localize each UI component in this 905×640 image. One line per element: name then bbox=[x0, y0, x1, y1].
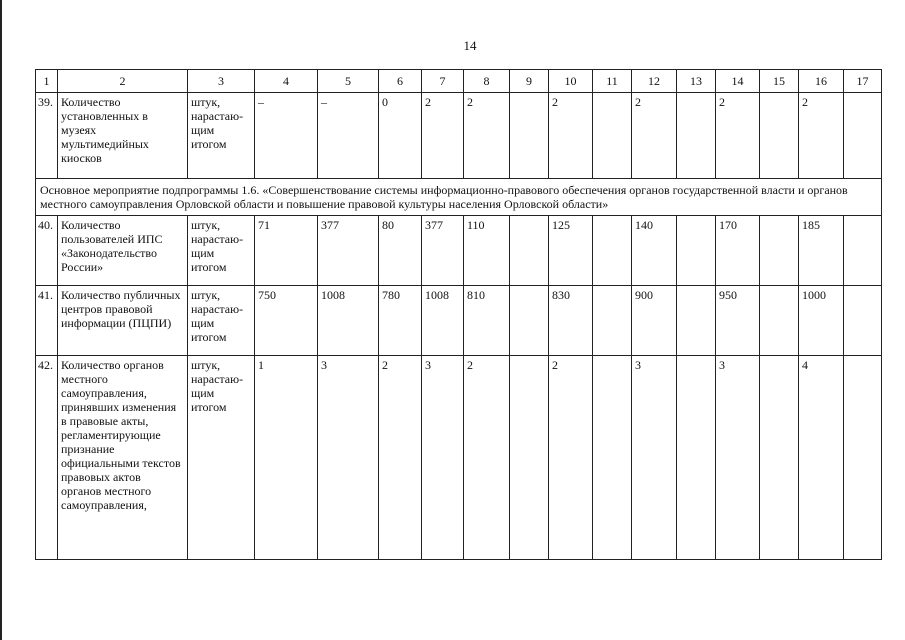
value-cell bbox=[593, 216, 632, 286]
value-cell: 0 bbox=[379, 93, 422, 179]
value-cell: 2 bbox=[799, 93, 844, 179]
value-cell: 2 bbox=[422, 93, 464, 179]
value-cell: 830 bbox=[549, 286, 593, 356]
header-cell: 3 bbox=[188, 70, 255, 93]
value-cell: 4 bbox=[799, 356, 844, 560]
row-number: 42. bbox=[36, 356, 58, 560]
value-cell: 140 bbox=[632, 216, 677, 286]
value-cell: 125 bbox=[549, 216, 593, 286]
header-cell: 11 bbox=[593, 70, 632, 93]
value-cell: 110 bbox=[464, 216, 510, 286]
value-cell bbox=[593, 356, 632, 560]
unit-cell: штук, нарастаю-щим итогом bbox=[188, 93, 255, 179]
unit-cell: штук, нарастаю-щим итогом bbox=[188, 356, 255, 560]
header-cell: 8 bbox=[464, 70, 510, 93]
value-cell: 750 bbox=[255, 286, 318, 356]
row-number: 40. bbox=[36, 216, 58, 286]
value-cell: 377 bbox=[318, 216, 379, 286]
value-cell bbox=[677, 93, 716, 179]
table-row bbox=[36, 356, 882, 560]
value-cell: 3 bbox=[318, 356, 379, 560]
value-cell bbox=[593, 286, 632, 356]
value-cell: 170 bbox=[716, 216, 760, 286]
section-title: Основное мероприятие подпрограммы 1.6. «Совершенствование системы информационно-правового обеспечения органов государственной власти и органов местного самоуправления Орловской области и повышение правовой культуры населения Орловской области» bbox=[36, 179, 882, 216]
value-cell bbox=[760, 286, 799, 356]
header-cell: 7 bbox=[422, 70, 464, 93]
value-cell: 3 bbox=[632, 356, 677, 560]
unit-cell: штук, нарастаю-щим итогом bbox=[188, 286, 255, 356]
value-cell: 2 bbox=[549, 93, 593, 179]
value-cell: 377 bbox=[422, 216, 464, 286]
value-cell bbox=[677, 356, 716, 560]
indicator-name: Количество пользователей ИПС «Законодательство России» bbox=[58, 216, 188, 286]
value-cell: 1 bbox=[255, 356, 318, 560]
header-cell: 5 bbox=[318, 70, 379, 93]
table-row bbox=[36, 286, 882, 356]
value-cell: 780 bbox=[379, 286, 422, 356]
header-cell: 13 bbox=[677, 70, 716, 93]
unit-cell: штук, нарастаю-щим итогом bbox=[188, 216, 255, 286]
value-cell: – bbox=[318, 93, 379, 179]
value-cell: 1000 bbox=[799, 286, 844, 356]
value-cell bbox=[677, 286, 716, 356]
header-cell: 16 bbox=[799, 70, 844, 93]
header-cell: 4 bbox=[255, 70, 318, 93]
header-cell: 2 bbox=[58, 70, 188, 93]
value-cell bbox=[844, 356, 882, 560]
column-number-row bbox=[36, 70, 882, 93]
value-cell: 2 bbox=[464, 93, 510, 179]
section-row bbox=[36, 179, 882, 216]
value-cell bbox=[510, 356, 549, 560]
row-number: 41. bbox=[36, 286, 58, 356]
value-cell bbox=[677, 216, 716, 286]
header-cell: 1 bbox=[36, 70, 58, 93]
header-cell: 9 bbox=[510, 70, 549, 93]
value-cell: 1008 bbox=[422, 286, 464, 356]
row-number: 39. bbox=[36, 93, 58, 179]
value-cell bbox=[844, 216, 882, 286]
value-cell: 71 bbox=[255, 216, 318, 286]
value-cell: 950 bbox=[716, 286, 760, 356]
value-cell: 2 bbox=[379, 356, 422, 560]
value-cell bbox=[760, 356, 799, 560]
indicators-table bbox=[35, 69, 882, 560]
header-cell: 6 bbox=[379, 70, 422, 93]
value-cell bbox=[844, 286, 882, 356]
value-cell: 2 bbox=[716, 93, 760, 179]
table-row bbox=[36, 216, 882, 286]
header-cell: 10 bbox=[549, 70, 593, 93]
value-cell bbox=[844, 93, 882, 179]
header-cell: 17 bbox=[844, 70, 882, 93]
indicator-name: Количество публичных центров правовой информации (ПЦПИ) bbox=[58, 286, 188, 356]
value-cell bbox=[760, 216, 799, 286]
value-cell bbox=[760, 93, 799, 179]
value-cell: 1008 bbox=[318, 286, 379, 356]
value-cell: 185 bbox=[799, 216, 844, 286]
value-cell: 810 bbox=[464, 286, 510, 356]
value-cell bbox=[510, 93, 549, 179]
value-cell: 2 bbox=[549, 356, 593, 560]
value-cell: 900 bbox=[632, 286, 677, 356]
value-cell: 3 bbox=[716, 356, 760, 560]
value-cell: 2 bbox=[464, 356, 510, 560]
value-cell bbox=[510, 216, 549, 286]
table-row bbox=[36, 93, 882, 179]
header-cell: 12 bbox=[632, 70, 677, 93]
value-cell bbox=[510, 286, 549, 356]
value-cell: – bbox=[255, 93, 318, 179]
indicator-name: Количество установленных в музеях мультимедийных киосков bbox=[58, 93, 188, 179]
value-cell: 80 bbox=[379, 216, 422, 286]
value-cell: 3 bbox=[422, 356, 464, 560]
page-number: 14 bbox=[463, 38, 477, 53]
header-cell: 15 bbox=[760, 70, 799, 93]
value-cell bbox=[593, 93, 632, 179]
header-cell: 14 bbox=[716, 70, 760, 93]
value-cell: 2 bbox=[632, 93, 677, 179]
margin-rule bbox=[0, 0, 2, 640]
indicator-name: Количество органов местного самоуправления, принявших изменения в правовые акты, регламентирующие признание официальными текстов правовых актов органов местного самоуправления, bbox=[58, 356, 188, 560]
